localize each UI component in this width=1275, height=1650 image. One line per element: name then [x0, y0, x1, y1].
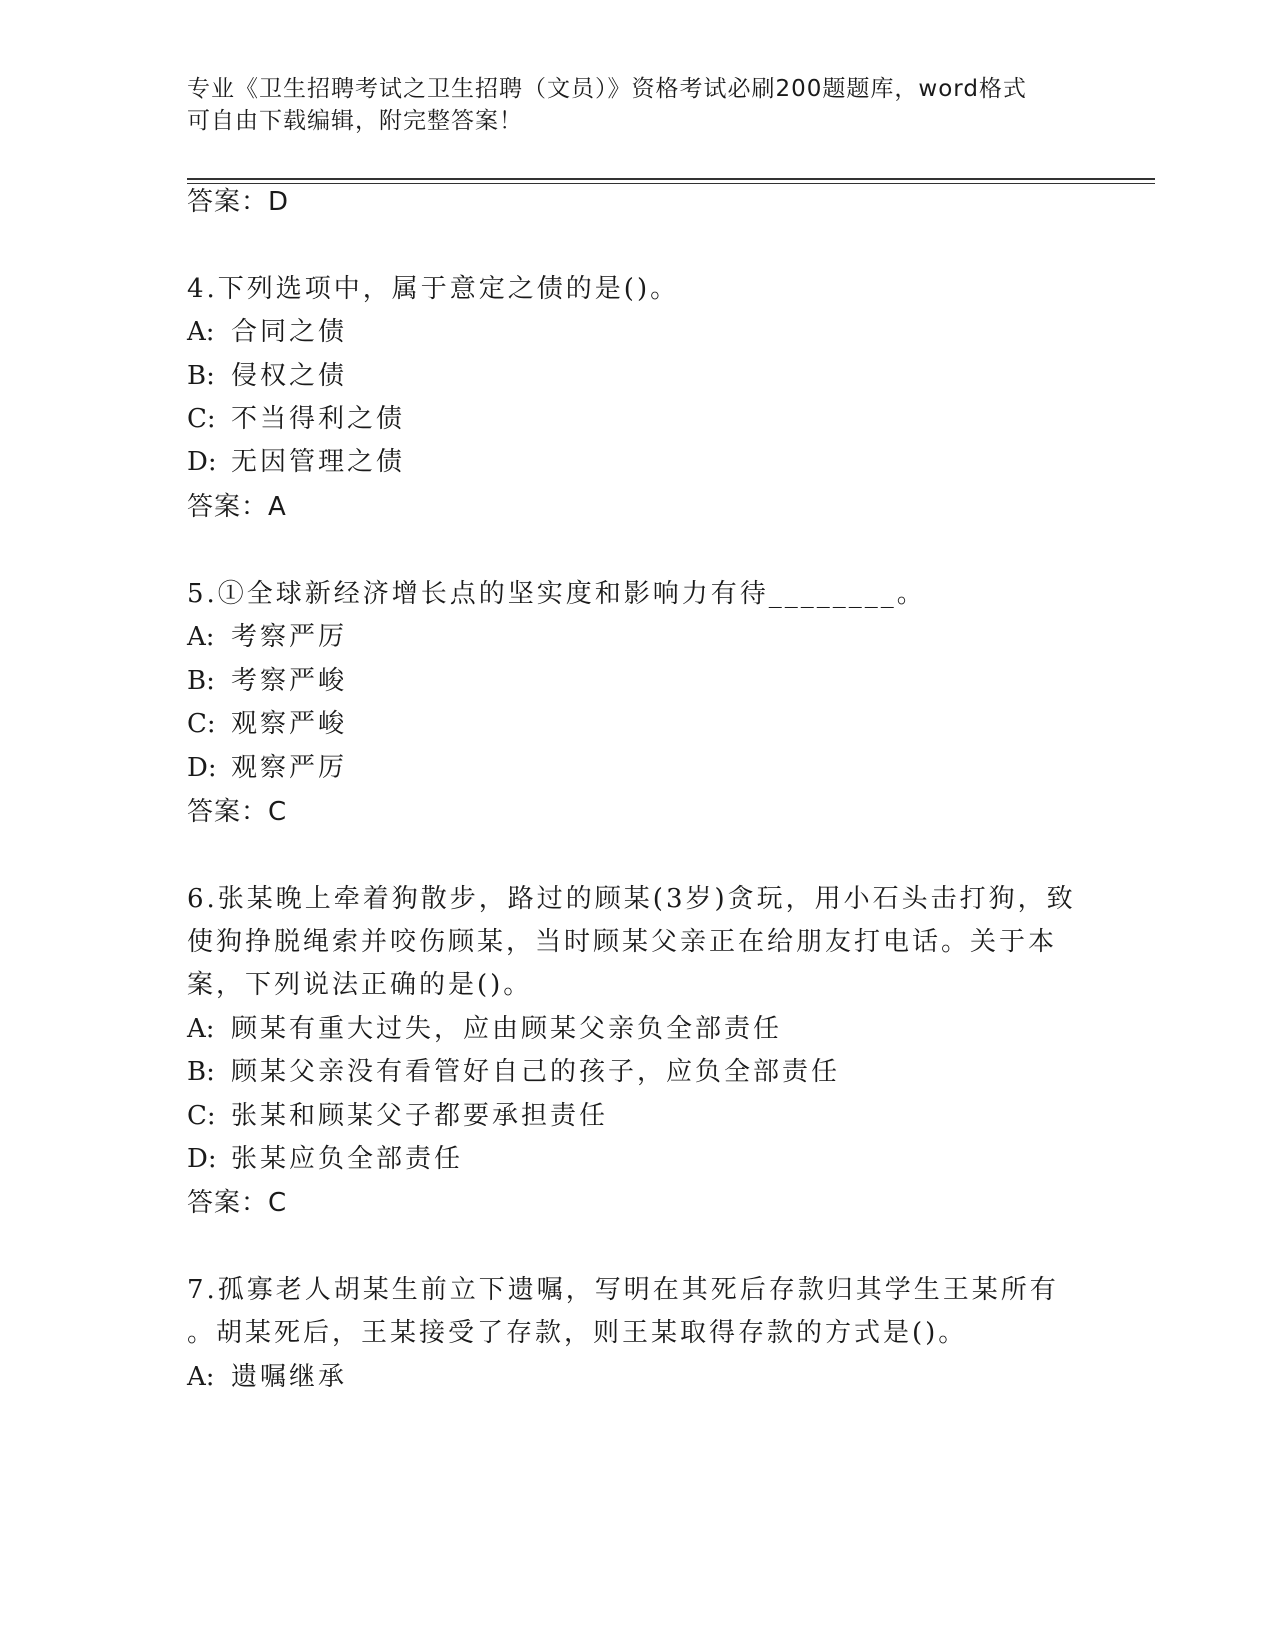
option-letter: D: — [187, 447, 217, 477]
option-letter: C: — [187, 1101, 216, 1131]
question-5-option-b — [187, 659, 347, 703]
option-letter: C: — [187, 404, 216, 434]
question-6-stem-line-3: 案，下列说法正确的是()。 — [187, 970, 533, 1000]
option-text: 遗嘱继承 — [231, 1362, 348, 1392]
question-6-option-c — [187, 1094, 608, 1138]
option-letter: A: — [187, 317, 215, 347]
answer-q4: 答案：A — [187, 492, 287, 522]
header-divider-thin — [187, 183, 1155, 184]
option-text: 顾某有重大过失，应由顾某父亲负全部责任 — [231, 1014, 783, 1044]
option-text: 观察严峻 — [231, 709, 348, 739]
option-text: 合同之债 — [231, 317, 348, 347]
answer-q5: 答案：C — [187, 797, 288, 827]
option-letter: B: — [187, 361, 215, 391]
option-text: 张某应负全部责任 — [231, 1144, 464, 1174]
option-text: 张某和顾某父子都要承担责任 — [231, 1101, 609, 1131]
question-4-stem: 4.下列选项中，属于意定之债的是()。 — [187, 274, 680, 304]
option-letter: B: — [187, 666, 215, 696]
question-5-option-a — [187, 615, 347, 659]
question-6-option-a — [187, 1007, 782, 1051]
option-text: 侵权之债 — [231, 361, 348, 391]
option-text: 无因管理之债 — [231, 447, 406, 477]
option-letter: B: — [187, 1057, 215, 1087]
document-header — [187, 73, 1087, 137]
question-6-stem-line-2: 使狗挣脱绳索并咬伤顾某，当时顾某父亲正在给朋友打电话。关于本 — [187, 927, 1058, 957]
option-text: 考察严峻 — [231, 666, 348, 696]
option-letter: C: — [187, 709, 216, 739]
question-5-option-c — [187, 702, 347, 746]
question-4-option-d — [187, 440, 405, 484]
question-4-option-a — [187, 310, 347, 354]
option-text: 不当得利之债 — [231, 404, 406, 434]
question-6-option-d — [187, 1137, 463, 1181]
answer-q3: 答案：D — [187, 187, 290, 217]
question-4-option-c — [187, 397, 405, 441]
option-letter: A: — [187, 1014, 215, 1044]
question-7-option-a — [187, 1355, 347, 1399]
header-line-2: 可自由下载编辑，附完整答案！ — [187, 108, 523, 134]
option-text: 观察严厉 — [231, 753, 348, 783]
option-text: 顾某父亲没有看管好自己的孩子，应负全部责任 — [231, 1057, 841, 1087]
option-letter: A: — [187, 622, 215, 652]
question-4-option-b — [187, 354, 347, 398]
option-letter: D: — [187, 753, 217, 783]
header-line-1: 专业《卫生招聘考试之卫生招聘（文员）》资格考试必刷200题题库，word格式 — [187, 76, 1027, 102]
option-letter: A: — [187, 1362, 215, 1392]
question-6-option-b — [187, 1050, 840, 1094]
question-7-stem-line-2: 。胡某死后，王某接受了存款，则王某取得存款的方式是()。 — [187, 1318, 968, 1348]
question-5-option-d — [187, 746, 347, 790]
question-7-stem-line-1: 7.孤寡老人胡某生前立下遗嘱，写明在其死后存款归其学生王某所有 — [187, 1275, 1059, 1305]
option-text: 考察严厉 — [231, 622, 348, 652]
question-5-stem: 5.①全球新经济增长点的坚实度和影响力有待________。 — [187, 579, 926, 609]
header-divider-thick — [187, 178, 1155, 180]
answer-q6: 答案：C — [187, 1188, 288, 1218]
option-letter: D: — [187, 1144, 217, 1174]
question-6-stem-line-1: 6.张某晚上牵着狗散步，路过的顾某(3岁)贪玩，用小石头击打狗，致 — [187, 884, 1076, 914]
